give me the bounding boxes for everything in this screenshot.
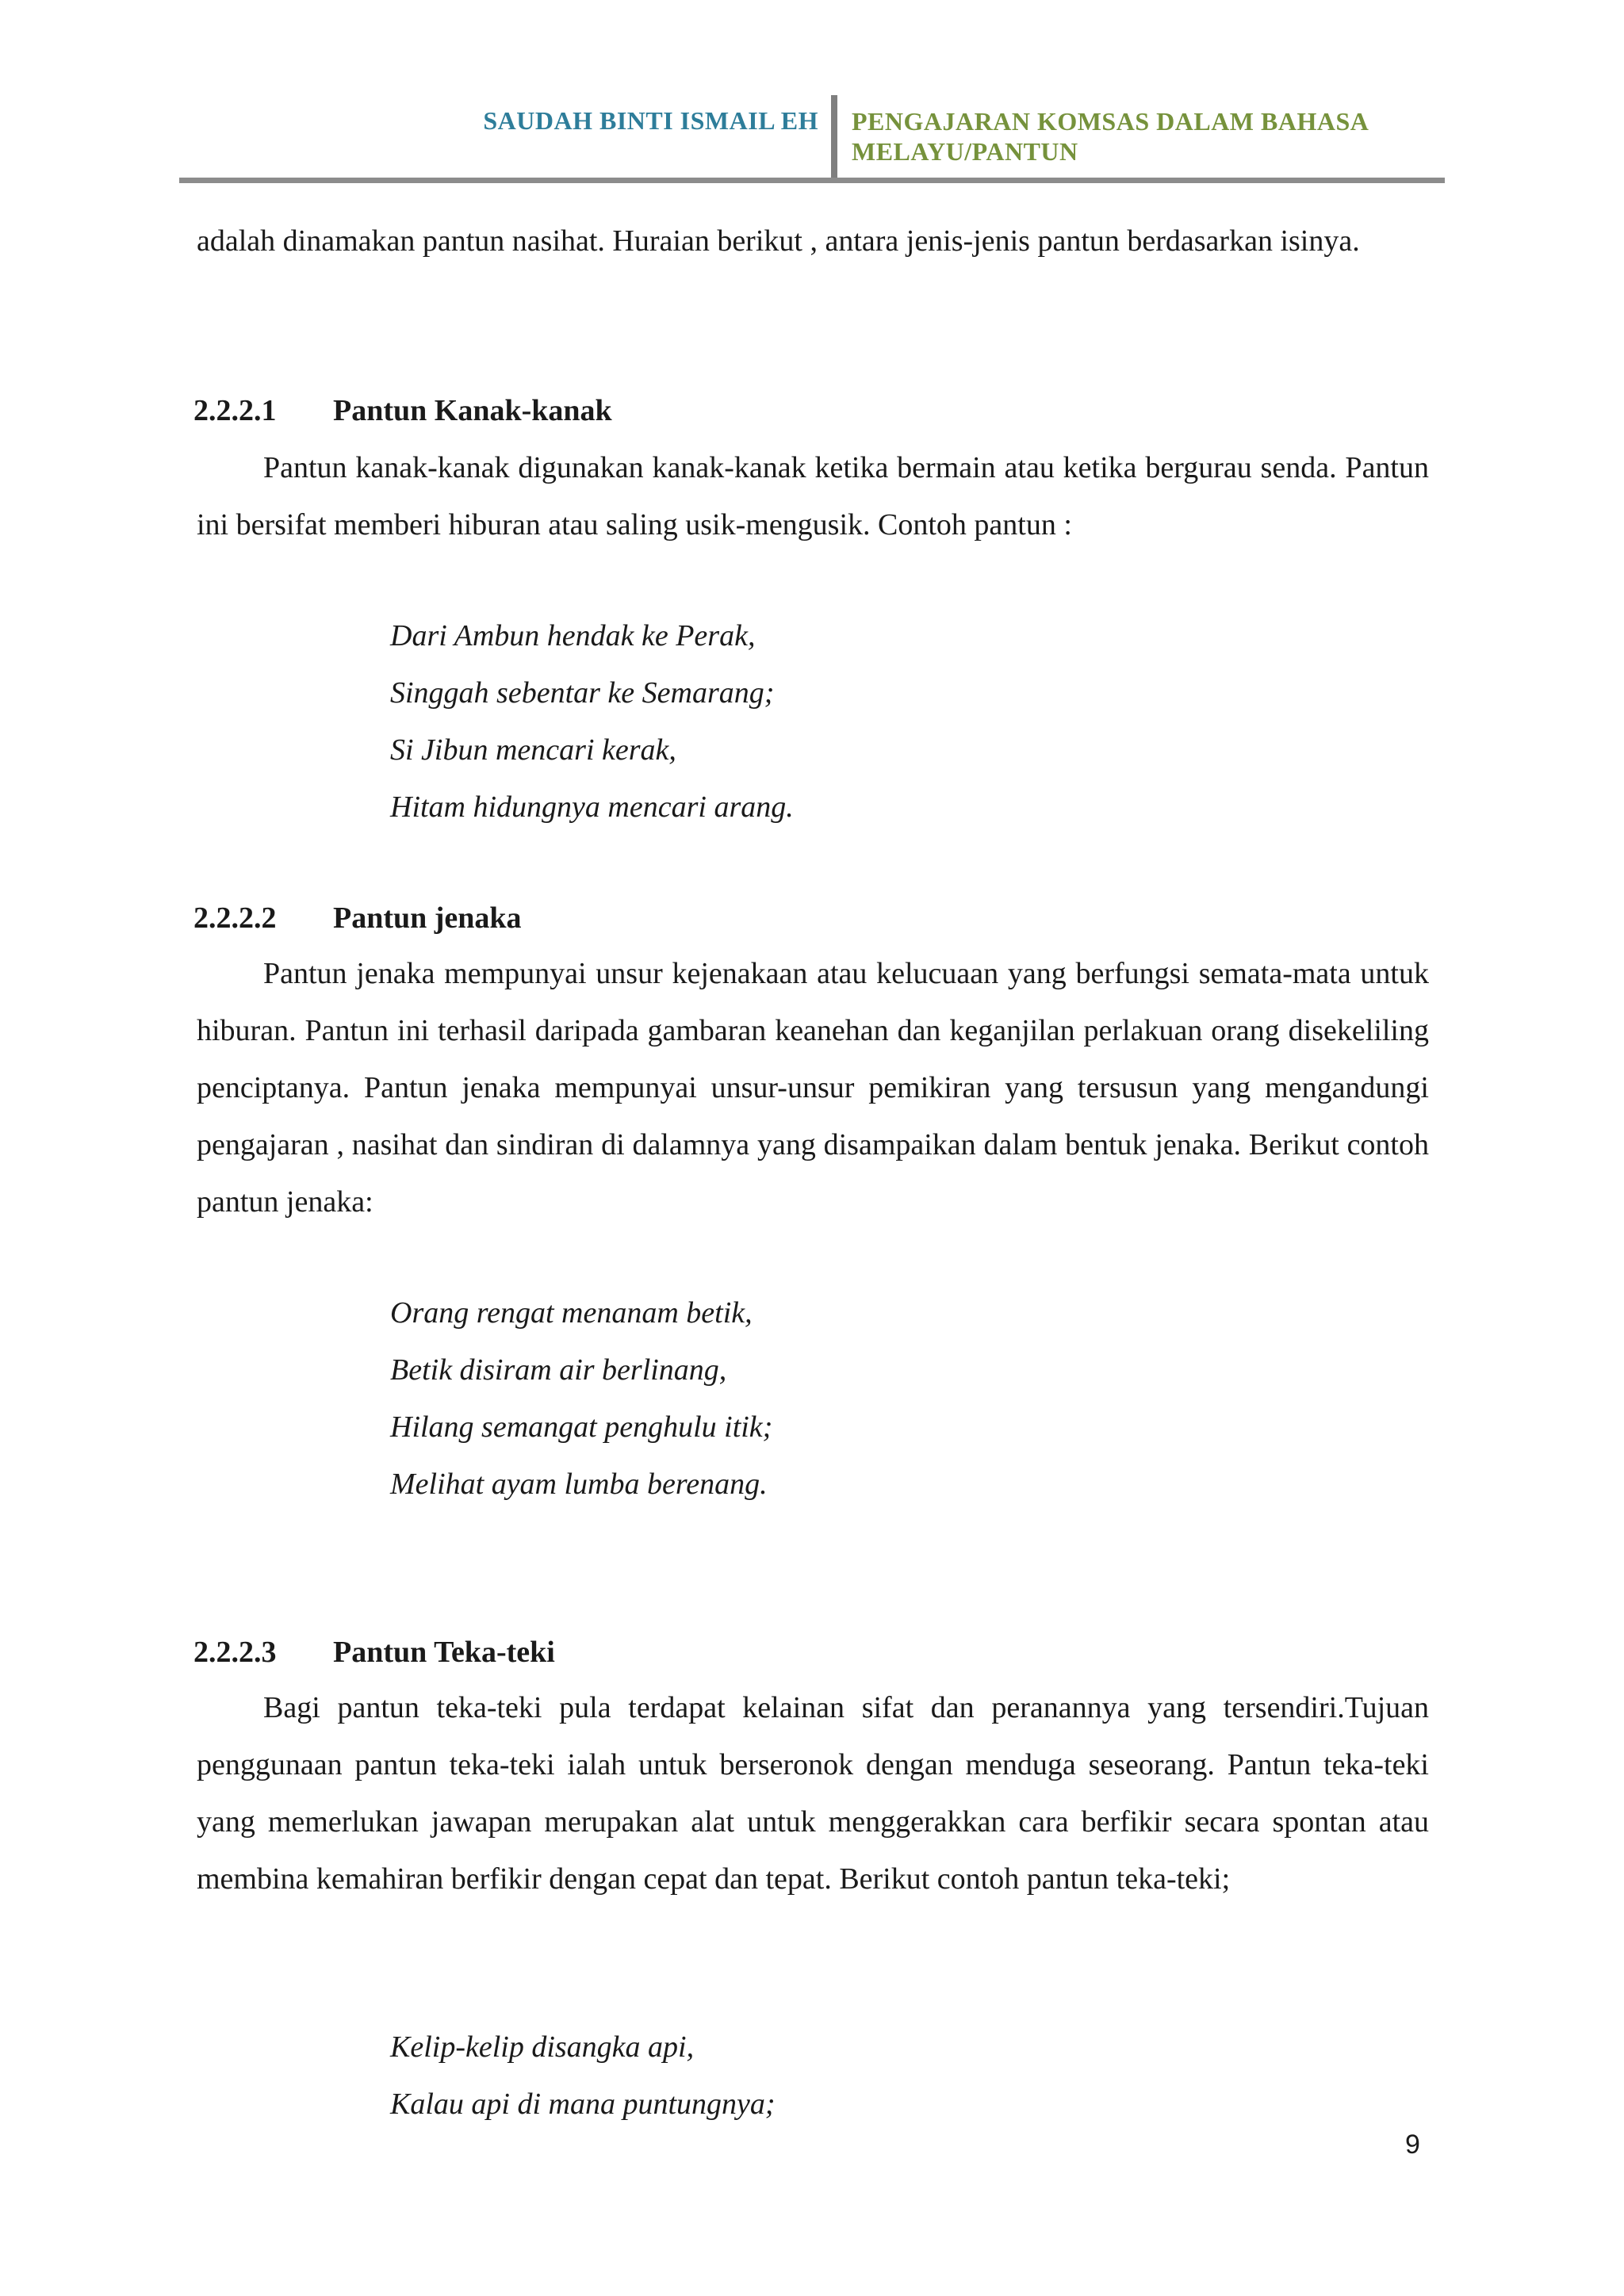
section-heading-1 (193, 392, 612, 430)
section-title: Pantun Kanak-kanak (333, 394, 612, 427)
header-rule (179, 178, 1445, 183)
verse-line: Singgah sebentar ke Semarang; (390, 676, 775, 710)
section-title: Pantun jenaka (333, 901, 522, 935)
verse-line: Orang rengat menanam betik, (390, 1296, 753, 1330)
section-paragraph-3: Bagi pantun teka-teki pula terdapat kelainan sifat dan peranannya yang tersendiri.Tujuan penggunaan pantun teka-teki ialah untuk berseronok dengan menduga seseorang. Pantun teka-teki yang memerlukan jawapan merupakan alat untuk menggerakkan cara berfikir secara spontan atau membina kemahiran berfikir dengan cepat dan tepat. Berikut contoh pantun teka-teki; (197, 1691, 1429, 1896)
verse-line: Betik disiram air berlinang, (390, 1353, 727, 1387)
section-heading-2 (193, 899, 522, 937)
section-heading-3 (193, 1633, 555, 1671)
header-title (852, 106, 1423, 166)
verse-line: Si Jibun mencari kerak, (390, 733, 676, 767)
page-number: 9 (1405, 2130, 1420, 2160)
header-title-line2: MELAYU/PANTUN (852, 137, 1078, 166)
section-number: 2.2.2.3 (193, 1636, 277, 1669)
header-title-line1: PENGAJARAN KOMSAS DALAM BAHASA (852, 107, 1369, 136)
section-paragraph-2: Pantun jenaka mempunyai unsur kejenakaan atau kelucuaan yang berfungsi semata-mata untuk hiburan. Pantun ini terhasil daripada gambaran keanehan dan keganjilan perlakuan orang disekeliling penciptanya. Pantun jenaka mempunyai unsur-unsur pemikiran yang tersusun yang mengandungi pengajaran , nasihat dan sindiran di dalamnya yang disampaikan dalam bentuk jenaka. Berikut contoh pantun jenaka: (197, 957, 1429, 1219)
verse-line: Kalau api di mana puntungnya; (390, 2087, 776, 2121)
verse-line: Melihat ayam lumba berenang. (390, 1468, 768, 1501)
verse-line: Hilang semangat penghulu itik; (390, 1410, 773, 1444)
verse-2 (390, 1284, 772, 1513)
header-author: SAUDAH BINTI ISMAIL EH (483, 106, 818, 135)
header-divider (831, 95, 837, 181)
intro-paragraph: adalah dinamakan pantun nasihat. Huraian berikut , antara jenis-jenis pantun berdasarkan isinya. (197, 224, 1360, 258)
section-title: Pantun Teka-teki (333, 1636, 555, 1669)
verse-1 (390, 607, 794, 836)
verse-3 (390, 2019, 776, 2133)
verse-line: Hitam hidungnya mencari arang. (390, 790, 794, 824)
verse-line: Dari Ambun hendak ke Perak, (390, 619, 756, 652)
section-number: 2.2.2.2 (193, 901, 277, 935)
section-number: 2.2.2.1 (193, 394, 277, 427)
verse-line: Kelip-kelip disangka api, (390, 2030, 695, 2064)
section-paragraph-1: Pantun kanak-kanak digunakan kanak-kanak ketika bermain atau ketika bergurau senda. Pantun ini bersifat memberi hiburan atau saling usik-mengusik. Contoh pantun : (197, 451, 1429, 541)
